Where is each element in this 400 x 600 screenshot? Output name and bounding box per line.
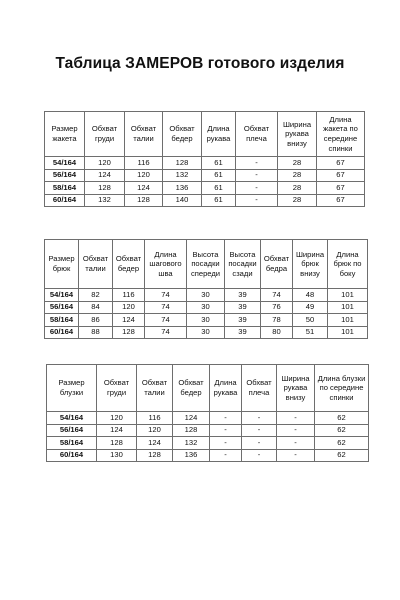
table-cell: 28	[278, 157, 317, 170]
column-header: Обхват плеча	[236, 112, 278, 157]
size-cell: 54/164	[45, 289, 79, 302]
table-cell: 39	[225, 301, 261, 314]
table-row	[45, 169, 365, 182]
table-row	[47, 424, 369, 437]
table-cell: 67	[317, 182, 365, 195]
size-cell: 60/164	[47, 449, 97, 462]
table-cell: -	[277, 412, 315, 425]
size-cell: 60/164	[45, 194, 85, 207]
table-cell: 88	[79, 326, 113, 339]
column-header: Обхват талии	[137, 365, 173, 412]
table-cell: 101	[328, 301, 368, 314]
table-cell: 28	[278, 182, 317, 195]
table-cell: 30	[187, 301, 225, 314]
table-cell: 128	[125, 194, 163, 207]
table-cell: 101	[328, 289, 368, 302]
table-row	[45, 301, 368, 314]
table-cell: 28	[278, 194, 317, 207]
table-cell: 82	[79, 289, 113, 302]
table-cell: -	[242, 437, 277, 450]
table-row	[45, 194, 365, 207]
header-row	[47, 365, 369, 412]
column-header: Длина блузки по середине спинки	[315, 365, 369, 412]
table-cell: 48	[293, 289, 328, 302]
table-cell: 61	[202, 194, 236, 207]
table-cell: 67	[317, 157, 365, 170]
table-cell: -	[236, 157, 278, 170]
column-header: Размер жакета	[45, 112, 85, 157]
table-cell: 30	[187, 326, 225, 339]
table-cell: 74	[145, 301, 187, 314]
table-cell: 74	[145, 326, 187, 339]
table-cell: 128	[173, 424, 210, 437]
size-cell: 56/164	[45, 301, 79, 314]
table-cell: 39	[225, 326, 261, 339]
column-header: Обхват груди	[97, 365, 137, 412]
table-cell: 76	[261, 301, 293, 314]
size-cell: 58/164	[47, 437, 97, 450]
header-row	[45, 240, 368, 289]
column-header: Размер брюк	[45, 240, 79, 289]
column-header: Длина брюк по боку	[328, 240, 368, 289]
table-cell: 128	[163, 157, 202, 170]
size-cell: 60/164	[45, 326, 79, 339]
table-cell: 61	[202, 182, 236, 195]
column-header: Длина рукава	[202, 112, 236, 157]
column-header: Обхват бедра	[261, 240, 293, 289]
table-cell: 39	[225, 289, 261, 302]
table-cell: 128	[137, 449, 173, 462]
table-cell: 61	[202, 169, 236, 182]
table-row	[45, 182, 365, 195]
column-header: Высота посадки спереди	[187, 240, 225, 289]
table-cell: -	[210, 424, 242, 437]
table-cell: 120	[85, 157, 125, 170]
table-cell: 120	[125, 169, 163, 182]
table-cell: 128	[85, 182, 125, 195]
table-cell: -	[210, 437, 242, 450]
table-cell: 28	[278, 169, 317, 182]
column-header: Высота посадки сзади	[225, 240, 261, 289]
table-cell: 124	[113, 314, 145, 327]
table-cell: 50	[293, 314, 328, 327]
table-cell: 116	[125, 157, 163, 170]
table-cell: -	[277, 437, 315, 450]
table-cell: 62	[315, 437, 369, 450]
table-cell: -	[236, 169, 278, 182]
table-cell: -	[236, 182, 278, 195]
table-cell: 84	[79, 301, 113, 314]
table-cell: 124	[97, 424, 137, 437]
column-header: Обхват бедер	[173, 365, 210, 412]
size-cell: 58/164	[45, 314, 79, 327]
table-cell: 116	[113, 289, 145, 302]
table-cell: 132	[163, 169, 202, 182]
column-header: Длина жакета по середине спинки	[317, 112, 365, 157]
table-cell: 30	[187, 289, 225, 302]
table-cell: 124	[85, 169, 125, 182]
column-header: Обхват талии	[79, 240, 113, 289]
column-header: Обхват плеча	[242, 365, 277, 412]
column-header: Обхват талии	[125, 112, 163, 157]
table-row	[47, 412, 369, 425]
table-row	[47, 437, 369, 450]
column-header: Размер блузки	[47, 365, 97, 412]
table-cell: 67	[317, 169, 365, 182]
table-cell: 128	[113, 326, 145, 339]
table-row	[45, 289, 368, 302]
trousers-measurements-table	[44, 239, 368, 339]
table-cell: 132	[85, 194, 125, 207]
document-title: Таблица ЗАМЕРОВ готового изделия	[55, 55, 345, 72]
table-cell: 116	[137, 412, 173, 425]
table-cell: 101	[328, 314, 368, 327]
column-header: Длина шагового шва	[145, 240, 187, 289]
table-cell: 120	[113, 301, 145, 314]
table-cell: 128	[97, 437, 137, 450]
table-cell: 120	[137, 424, 173, 437]
table-cell: -	[210, 449, 242, 462]
table-cell: 74	[145, 314, 187, 327]
table-cell: -	[236, 194, 278, 207]
table-cell: -	[210, 412, 242, 425]
table-cell: 80	[261, 326, 293, 339]
table-row	[47, 449, 369, 462]
blouse-measurements-table	[46, 364, 369, 462]
table-cell: 130	[97, 449, 137, 462]
table-cell: 62	[315, 424, 369, 437]
table-cell: 132	[173, 437, 210, 450]
table-cell: 49	[293, 301, 328, 314]
column-header: Обхват бедер	[163, 112, 202, 157]
header-row	[45, 112, 365, 157]
table-cell: -	[242, 412, 277, 425]
table-cell: 124	[125, 182, 163, 195]
table-cell: 39	[225, 314, 261, 327]
table-cell: 124	[173, 412, 210, 425]
table-cell: 136	[163, 182, 202, 195]
table-cell: 62	[315, 449, 369, 462]
table-cell: 136	[173, 449, 210, 462]
table-cell: 78	[261, 314, 293, 327]
table-cell: 62	[315, 412, 369, 425]
column-header: Ширина рукава внизу	[278, 112, 317, 157]
size-cell: 58/164	[45, 182, 85, 195]
column-header: Ширина брюк внизу	[293, 240, 328, 289]
size-cell: 54/164	[45, 157, 85, 170]
table-cell: 140	[163, 194, 202, 207]
table-cell: 120	[97, 412, 137, 425]
table-cell: -	[277, 449, 315, 462]
size-cell: 56/164	[47, 424, 97, 437]
column-header: Обхват груди	[85, 112, 125, 157]
table-cell: 101	[328, 326, 368, 339]
table-row	[45, 314, 368, 327]
table-row	[45, 157, 365, 170]
column-header: Длина рукава	[210, 365, 242, 412]
column-header: Обхват бедер	[113, 240, 145, 289]
table-cell: 61	[202, 157, 236, 170]
table-cell: -	[242, 424, 277, 437]
table-cell: 124	[137, 437, 173, 450]
table-cell: 67	[317, 194, 365, 207]
table-cell: 74	[145, 289, 187, 302]
table-cell: 30	[187, 314, 225, 327]
jacket-measurements-table	[44, 111, 365, 207]
table-cell: 86	[79, 314, 113, 327]
column-header: Ширина рукава внизу	[277, 365, 315, 412]
table-cell: 74	[261, 289, 293, 302]
table-row	[45, 326, 368, 339]
size-cell: 56/164	[45, 169, 85, 182]
table-cell: 51	[293, 326, 328, 339]
table-cell: -	[277, 424, 315, 437]
size-cell: 54/164	[47, 412, 97, 425]
table-cell: -	[242, 449, 277, 462]
